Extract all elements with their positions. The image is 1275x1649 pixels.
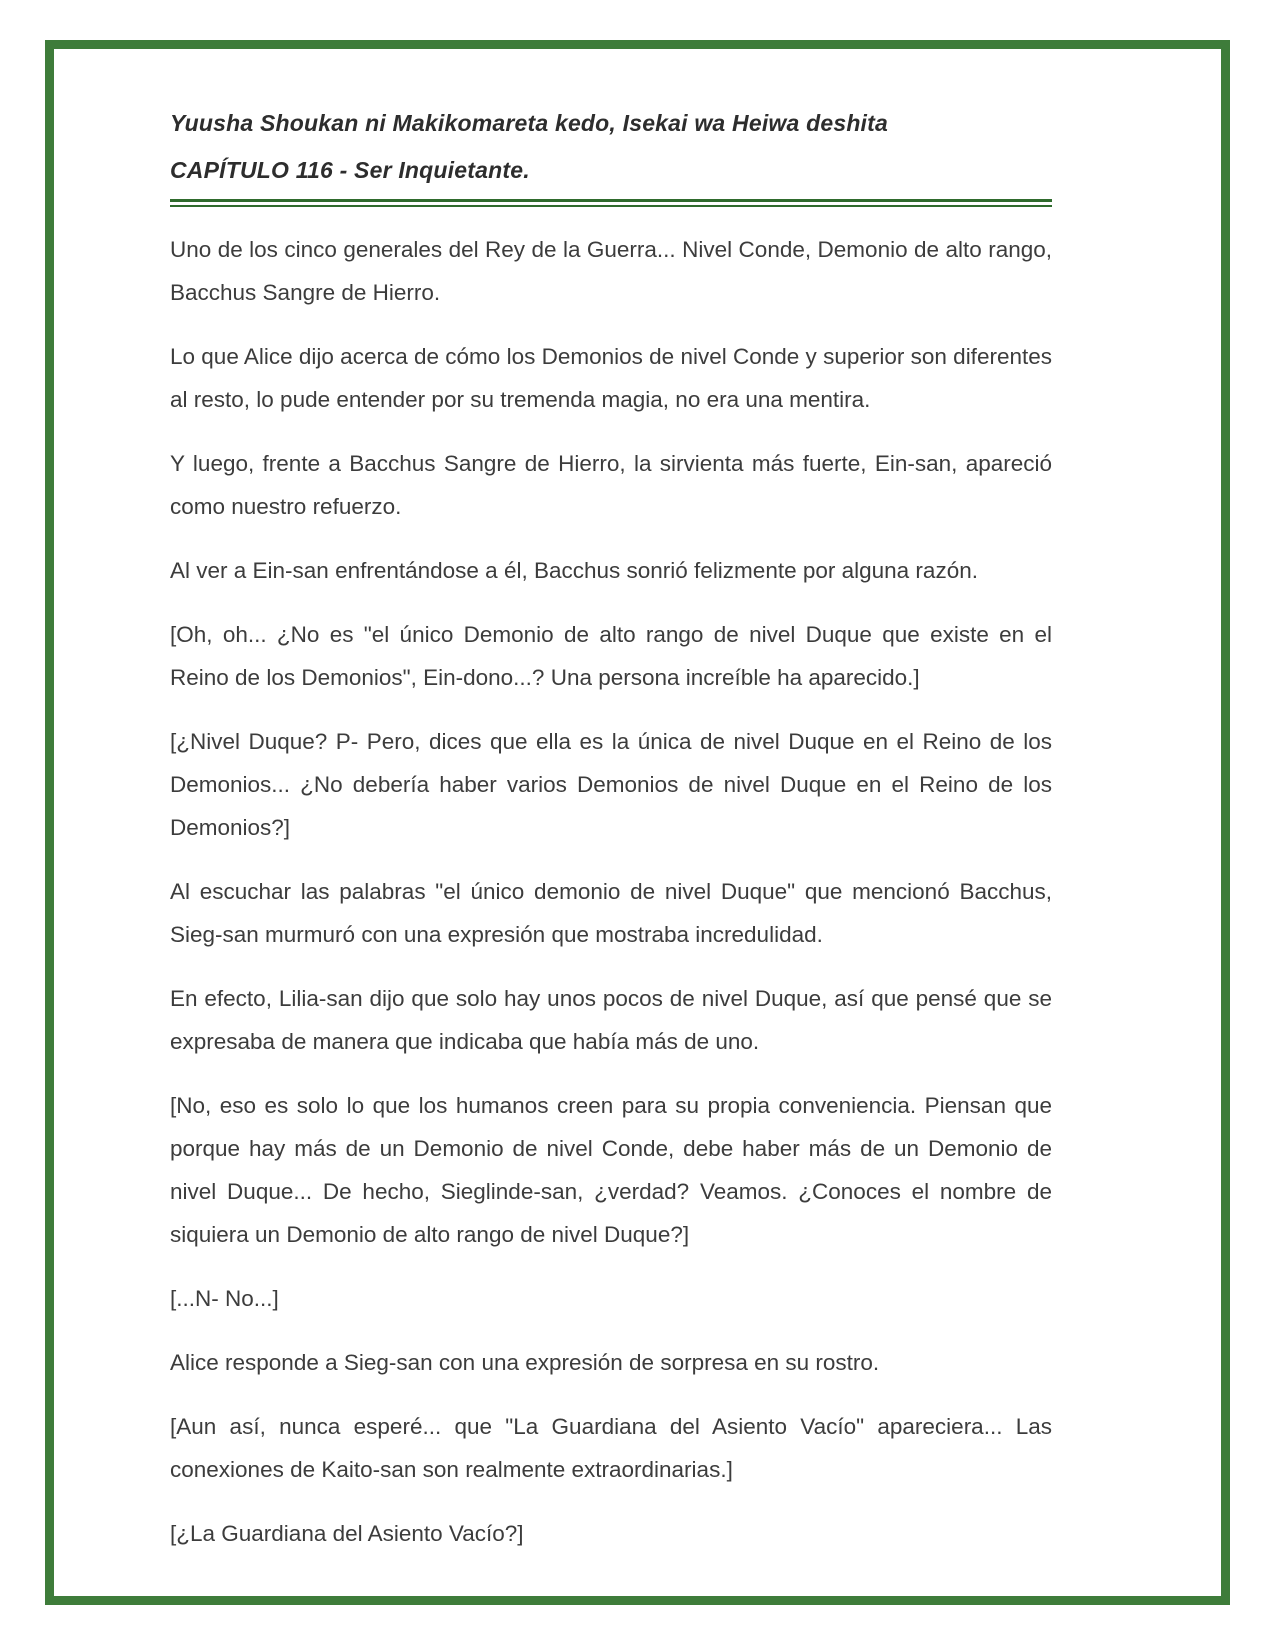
paragraph: En efecto, Lilia-san dijo que solo hay unos pocos de nivel Duque, así que pensé que se expresaba de manera que indicaba que había más de uno.	[170, 986, 1052, 1054]
paragraph: Alice responde a Sieg-san con una expresión de sorpresa en su rostro.	[170, 1350, 880, 1375]
document-content	[170, 100, 1052, 1555]
paragraph: Uno de los cinco generales del Rey de la Guerra... Nivel Conde, Demonio de alto rango, Bacchus Sangre de Hierro.	[170, 237, 1052, 305]
paragraph: [No, eso es solo lo que los humanos creen para su propia conveniencia. Piensan que porque hay más de un Demonio de nivel Conde, debe haber más de un Demonio de nivel Duque... De hecho, Sieglinde-san, ¿verdad? Veamos. ¿Conoces el nombre de siquiera un Demonio de alto rango de nivel Duque?]	[170, 1093, 1052, 1247]
heading-divider	[170, 199, 1052, 207]
paragraph: [...N- No...]	[170, 1286, 279, 1311]
paragraph: [¿La Guardiana del Asiento Vacío?]	[170, 1521, 524, 1546]
chapter-body	[170, 228, 1052, 1555]
paragraph: [Oh, oh... ¿No es "el único Demonio de alto rango de nivel Duque que existe en el Reino de los Demonios", Ein-dono...? Una persona increíble ha aparecido.]	[170, 622, 1052, 690]
paragraph: Lo que Alice dijo acerca de cómo los Demonios de nivel Conde y superior son diferentes al resto, lo pude entender por su tremenda magia, no era una mentira.	[170, 344, 1052, 412]
paragraph: [Aun así, nunca esperé... que "La Guardiana del Asiento Vacío" apareciera... Las conexiones de Kaito-san son realmente extraordinarias.]	[170, 1414, 1052, 1482]
paragraph: [¿Nivel Duque? P- Pero, dices que ella es la única de nivel Duque en el Reino de los Demonios... ¿No debería haber varios Demonios de nivel Duque en el Reino de los Demonios?]	[170, 729, 1052, 840]
paragraph: Y luego, frente a Bacchus Sangre de Hierro, la sirvienta más fuerte, Ein-san, apareció como nuestro refuerzo.	[170, 451, 1052, 519]
chapter-heading: CAPÍTULO 116 - Ser Inquietante.	[170, 157, 530, 183]
paragraph: Al ver a Ein-san enfrentándose a él, Bacchus sonrió felizmente por alguna razón.	[170, 558, 978, 583]
novel-title: Yuusha Shoukan ni Makikomareta kedo, Isekai wa Heiwa deshita	[170, 110, 889, 136]
paragraph: Al escuchar las palabras "el único demonio de nivel Duque" que mencionó Bacchus, Sieg-san murmuró con una expresión que mostraba incredulidad.	[170, 879, 1052, 947]
